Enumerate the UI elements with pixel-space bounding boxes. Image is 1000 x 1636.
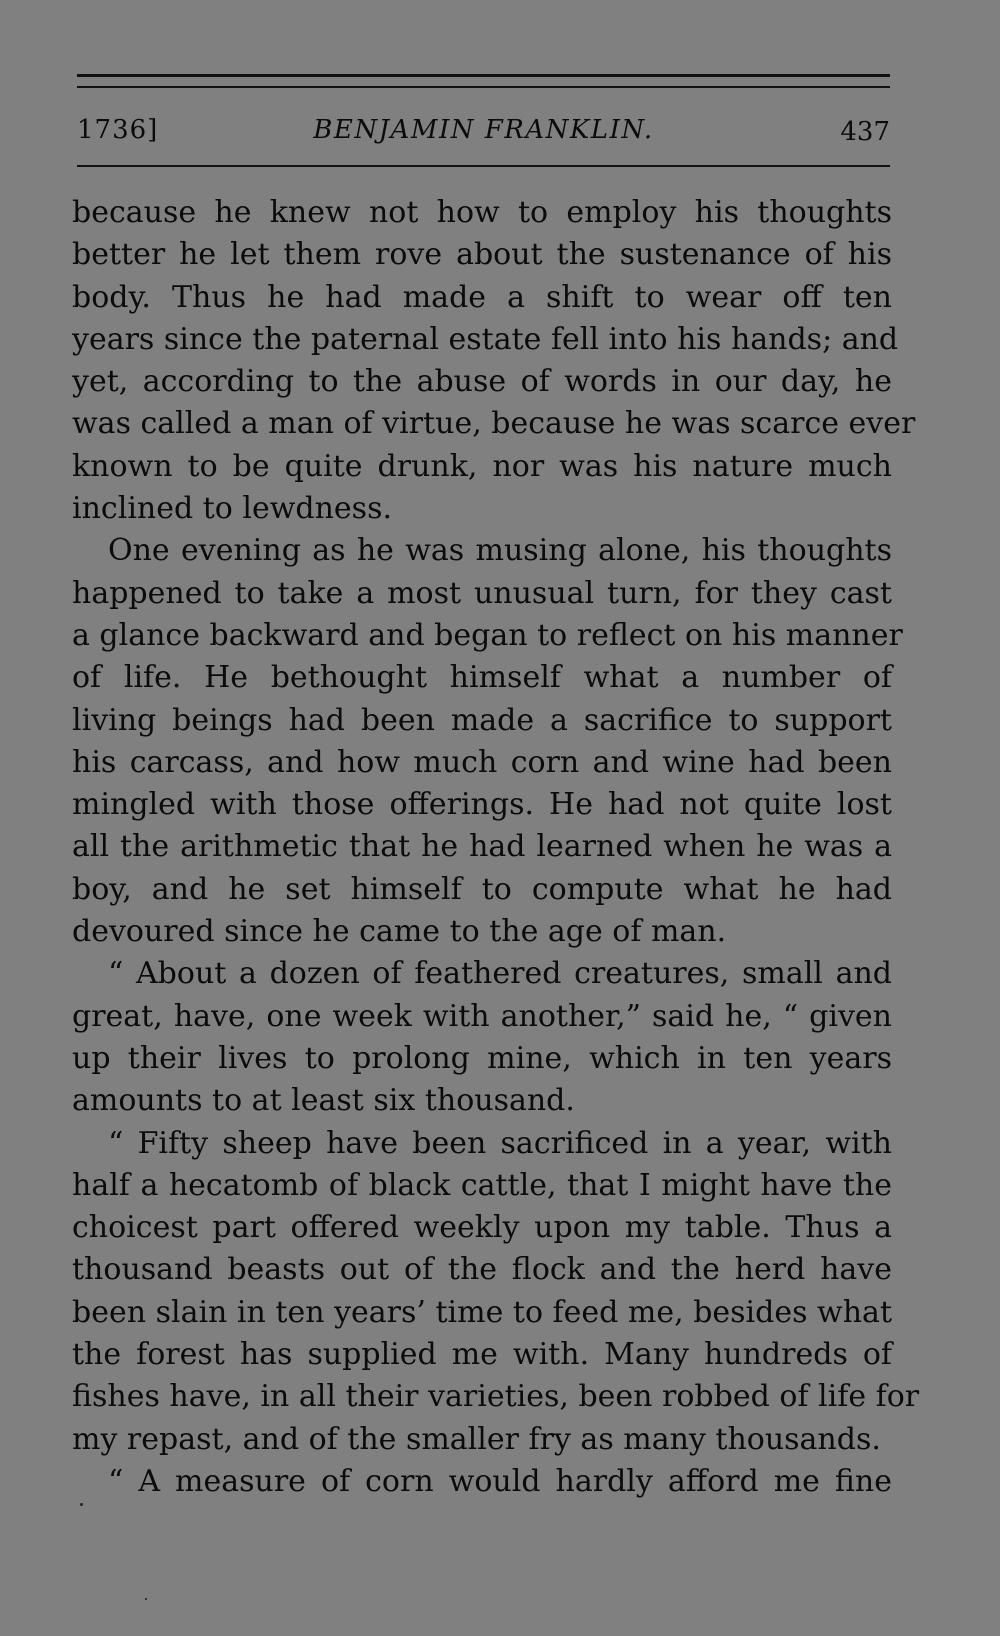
- text-line: all the arithmetic that he had learned when he was a: [72, 829, 892, 865]
- text-line: body. Thus he had made a shift to wear off ten: [72, 279, 892, 315]
- text-line: yet, according to the abuse of words in our day, he: [72, 364, 892, 400]
- text-line: a glance backward and began to reflect on his manner: [72, 617, 903, 653]
- running-head: [77, 110, 890, 150]
- top-rule-thin: [77, 86, 890, 88]
- text-line: living beings had been made a sacrifice to support: [72, 702, 892, 738]
- text-line: One evening as he was musing alone, his thoughts: [108, 533, 892, 569]
- text-line: of life. He bethought himself what a number of: [72, 660, 892, 696]
- text-line: because he knew not how to employ his thoughts: [72, 195, 892, 230]
- text-line: years since the paternal estate fell into his hands; and: [72, 321, 899, 357]
- text-line: “ About a dozen of feathered creatures, small and: [108, 956, 892, 992]
- text-line: “ Fifty sheep have been sacrificed in a year, with: [108, 1125, 892, 1161]
- text-line: his carcass, and how much corn and wine had been: [72, 744, 892, 780]
- text-line: thousand beasts out of the flock and the herd have: [72, 1252, 892, 1288]
- top-rule-thick: [77, 74, 890, 77]
- print-speck: [80, 1503, 83, 1506]
- text-line: boy, and he set himself to compute what he had: [72, 871, 892, 907]
- text-line: great, have, one week with another,” said he, “ given: [72, 998, 892, 1034]
- text-line: was called a man of virtue, because he was scarce ever: [72, 406, 916, 442]
- text-line: known to be quite drunk, nor was his nature much: [72, 448, 892, 484]
- running-head-year: 1736]: [77, 115, 159, 145]
- text-line: devoured since he came to the age of man.: [72, 914, 727, 950]
- text-line: up their lives to prolong mine, which in ten years: [72, 1040, 892, 1076]
- text-line: half a hecatomb of black cattle, that I might have the: [72, 1167, 892, 1203]
- text-line: inclined to lewdness.: [72, 491, 393, 527]
- body-text: [72, 192, 920, 1503]
- text-line: happened to take a most unusual turn, for they cast: [72, 575, 892, 611]
- header-bottom-rule: [77, 165, 890, 167]
- print-speck: [145, 1598, 147, 1600]
- text-line: amounts to at least six thousand.: [72, 1083, 575, 1119]
- text-line: choicest part offered weekly upon my table. Thus a: [72, 1210, 892, 1246]
- running-head-title: BENJAMIN FRANKLIN.: [313, 115, 654, 145]
- page-number: 437: [840, 117, 890, 147]
- text-line: “ A measure of corn would hardly afford me fine: [108, 1463, 892, 1499]
- text-line: fishes have, in all their varieties, been robbed of life for: [72, 1379, 920, 1415]
- text-line: mingled with those offerings. He had not quite lost: [72, 787, 892, 823]
- text-line: the forest has supplied me with. Many hundreds of: [72, 1337, 892, 1373]
- text-line: my repast, and of the smaller fry as many thousands.: [72, 1421, 881, 1457]
- text-line: been slain in ten years’ time to feed me, besides what: [72, 1294, 892, 1330]
- text-line: better he let them rove about the sustenance of his: [72, 237, 892, 273]
